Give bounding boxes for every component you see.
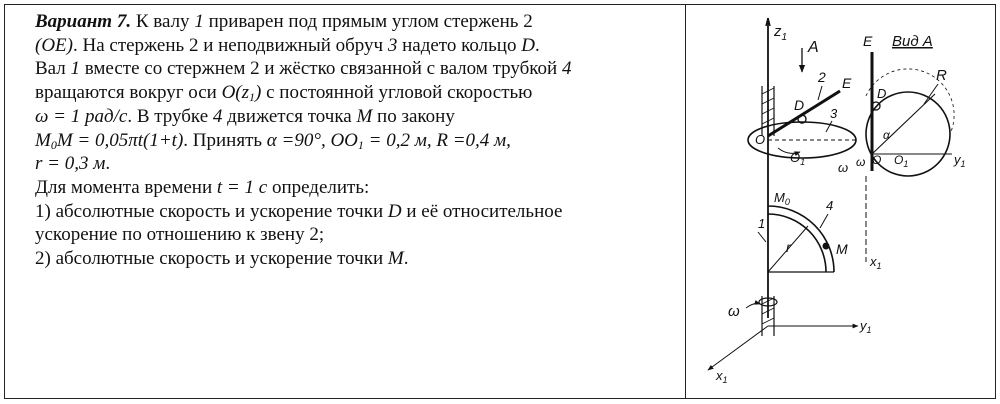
svg-text:α: α [883,128,890,142]
svg-text:E: E [842,75,852,91]
svg-text:ω: ω [728,303,740,320]
column-divider [685,4,686,399]
view-y1-label: $y_1$ [954,152,966,169]
view-o1-label: $O_1$ [894,153,909,169]
svg-text:ω: ω [838,160,849,175]
problem-line-2: (OE). На стержень 2 и неподвижный обруч 3 надето кольцо D. [35,34,540,56]
variant-label: Вариант 7. [35,11,132,32]
problem-line-4: вращаются вокруг оси $O(z_1)$ с постоянной угловой скоростью [35,82,533,105]
svg-text:E: E [863,33,873,49]
svg-text:3: 3 [830,106,838,121]
ring-d-label: D [794,97,805,113]
x1-axis [708,326,768,370]
svg-text:ω: ω [856,155,866,169]
svg-text:O: O [755,132,766,147]
problem-text [35,10,675,271]
m-label: M [836,241,848,257]
x1-label-upper: $x_1$ [870,254,882,271]
svg-text:O: O [872,153,882,167]
point-m [823,243,830,250]
problem-line-8: Для момента времени t = 1 с определить: [35,176,370,198]
o1-label: $O_1$ [790,150,806,167]
m0-label: $M_0$ [774,190,790,207]
question-1-cont: ускорение по отношению к звену 2; [35,224,325,246]
x1-label: $x_1$ [716,368,728,385]
a-label: A [808,39,819,56]
question-1: 1) абсолютные скорость и ускорение точки D и её относительное [35,200,563,222]
view-radius [872,94,935,154]
tube-4 [768,206,834,272]
problem-line-5: ω = 1 рад/с. В трубке 4 движется точка M по закону [35,105,455,127]
svg-text:r: r [786,239,791,255]
svg-text:D: D [877,86,887,101]
y1-label: $y_1$ [860,318,872,335]
problem-line-6: $M_0M = 0,05\pi t(1+t)$. Принять α =90°, $OO_1 = 0,2$ м, R =0,4 м, [35,129,511,152]
problem-line-1: Вариант 7. К валу 1 приварен под прямым углом стержень 2 [35,11,533,32]
mechanism-figure [690,6,995,398]
question-2: 2) абсолютные скорость и ускорение точки M. [35,248,409,270]
svg-text:1: 1 [758,216,766,231]
problem-line-7: r = 0,3 м. [35,153,111,175]
view-a-label: Вид А [892,33,933,50]
svg-text:R: R [936,67,947,84]
z1-label: $z_1$ [774,23,788,43]
problem-line-3: Вал 1 вместе со стержнем 2 и жёстко связанной с валом трубкой 4 [35,58,572,80]
svg-text:2: 2 [818,69,826,85]
svg-text:4: 4 [826,198,834,213]
